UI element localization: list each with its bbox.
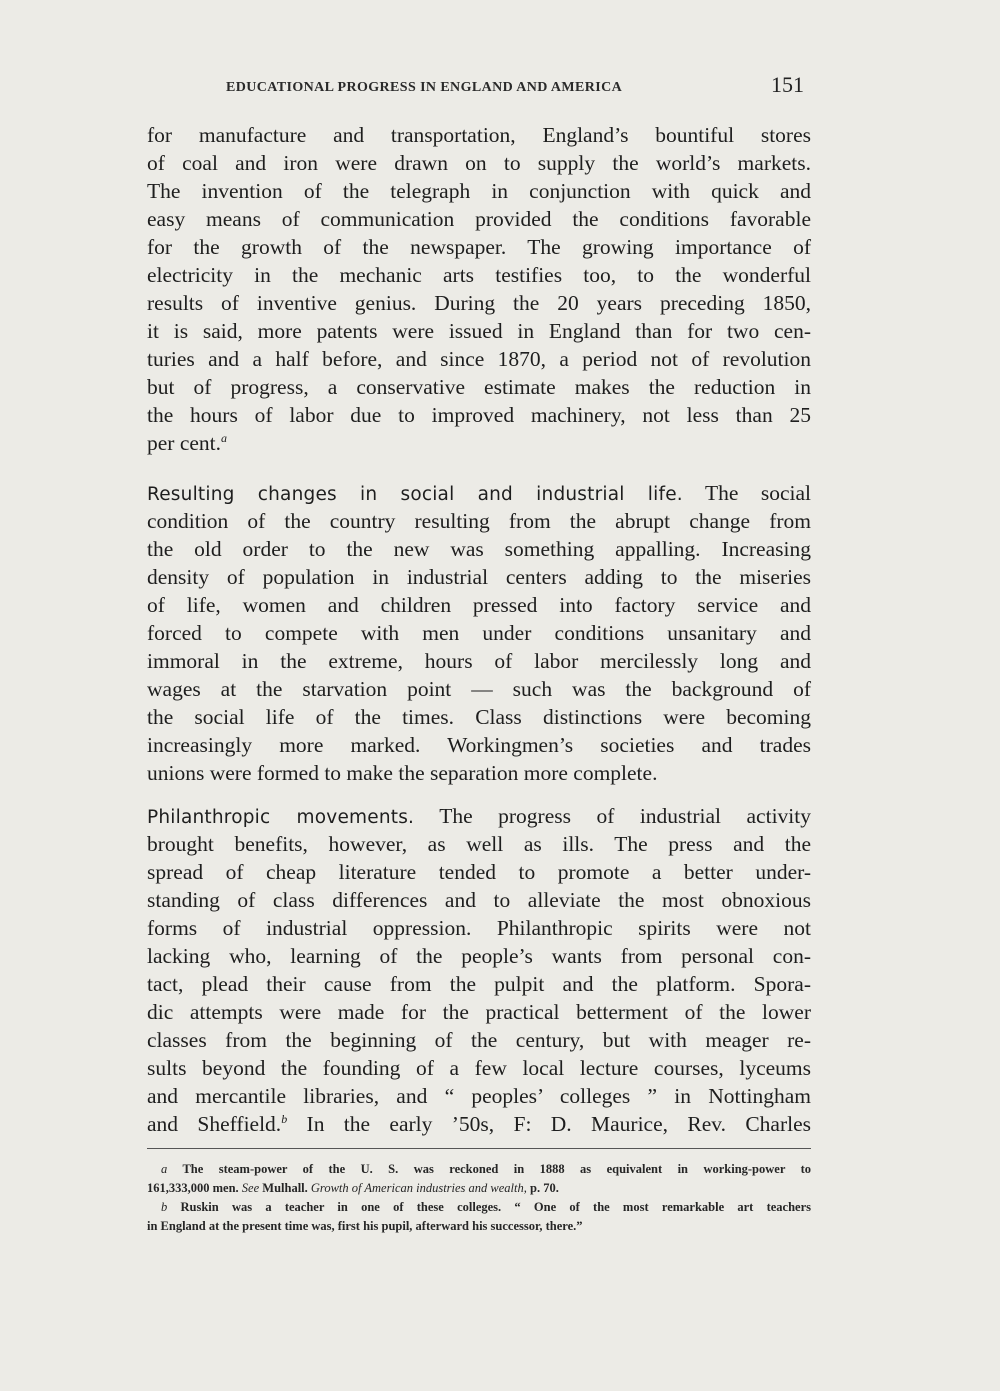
page-number: 151 <box>771 72 804 97</box>
text-line: turies and a half before, and since 1870, a period not of revolution <box>147 347 811 371</box>
text-line: density of population in industrial centers adding to the miseries <box>147 565 811 589</box>
text-line: immoral in the extreme, hours of labor mercilessly long and <box>147 649 811 673</box>
text-line: forms of industrial oppression. Philanthropic spirits were not <box>147 916 811 940</box>
text-line: condition of the country resulting from the abrupt change from <box>147 509 811 533</box>
text-line: the hours of labor due to improved machinery, not less than 25 <box>147 403 811 427</box>
footnote-a-continued <box>147 1180 811 1197</box>
text-line: wages at the starvation point — such was the background of <box>147 677 811 701</box>
footnote-page: p. 70. <box>530 1181 559 1195</box>
footnote-ref-b: b <box>281 1111 288 1126</box>
footnote-text: Ruskin was a teacher in one of these colleges. “ One of the most remarkable art teachers <box>180 1200 812 1214</box>
text-line: standing of class differences and to alleviate the most obnoxious <box>147 888 811 912</box>
text-line <box>147 429 811 457</box>
text-line: easy means of communication provided the conditions favorable <box>147 207 811 231</box>
footnote-a <box>147 1161 811 1178</box>
text-line: the old order to the new was something appalling. Increasing <box>147 537 811 561</box>
footnote-divider <box>147 1148 811 1149</box>
text-line: but of progress, a conservative estimate makes the reduction in <box>147 375 811 399</box>
section-heading: Philanthropic movements. <box>147 807 415 828</box>
running-title: EDUCATIONAL PROGRESS IN ENGLAND AND AMERICA <box>226 80 623 95</box>
text-line: brought benefits, however, as well as ills. The press and the <box>147 832 811 856</box>
text-line: unions were formed to make the separation more complete. <box>147 761 658 785</box>
footnote-see: See <box>241 1181 260 1195</box>
text-fragment: and Sheffield. <box>147 1112 282 1136</box>
text-line: spread of cheap literature tended to promote a better under- <box>147 860 811 884</box>
text-line: results of inventive genius. During the 20 years preceding 1850, <box>147 291 811 315</box>
text-fragment: per cent. <box>147 431 222 455</box>
footnote-work-title: Growth of American industries and wealth, <box>310 1181 527 1195</box>
footnote-mark: a <box>161 1162 168 1176</box>
footnote-b <box>147 1199 811 1216</box>
text-line: and mercantile libraries, and “ peoples’ colleges ” in Nottingham <box>147 1084 811 1108</box>
text-line: of coal and iron were drawn on to supply the world’s markets. <box>147 151 811 175</box>
text-line: dic attempts were made for the practical betterment of the lower <box>147 1000 811 1024</box>
text-line: forced to compete with men under conditions unsanitary and <box>147 621 811 645</box>
text-line: lacking who, learning of the people’s wants from personal con- <box>147 944 811 968</box>
text-line <box>147 479 811 507</box>
text-line: the social life of the times. Class distinctions were becoming <box>147 705 811 729</box>
text-fragment: In the early ’50s, F: D. Maurice, Rev. Charles <box>306 1112 812 1136</box>
text-line: for the growth of the newspaper. The growing importance of <box>147 235 811 259</box>
footnote-mark: b <box>161 1200 168 1214</box>
text-line: The invention of the telegraph in conjunction with quick and <box>147 179 811 203</box>
footnote-author: Mulhall. <box>262 1181 308 1195</box>
text-line: for manufacture and transportation, England’s bountiful stores <box>147 123 811 147</box>
text-line <box>147 802 811 830</box>
text-line: tact, plead their cause from the pulpit and the platform. Spora- <box>147 972 811 996</box>
footnote-b-continued: in England at the present time was, first his pupil, afterward his successor, there.” <box>147 1219 583 1233</box>
text-fragment: The progress of industrial activity <box>439 804 811 828</box>
text-line: electricity in the mechanic arts testifies too, to the wonderful <box>147 263 811 287</box>
text-line: increasingly more marked. Workingmen’s societies and trades <box>147 733 811 757</box>
footnote-text: 161,333,000 men. <box>147 1181 239 1195</box>
text-line <box>147 1110 811 1138</box>
text-line: it is said, more patents were issued in England than for two cen- <box>147 319 811 343</box>
text-line: of life, women and children pressed into factory service and <box>147 593 811 617</box>
section-heading: Resulting changes in social and industrial life. <box>147 484 683 505</box>
footnote-text: The steam-power of the U. S. was reckoned in 1888 as equivalent in working-power to <box>182 1162 811 1176</box>
text-line: classes from the beginning of the century, but with meager re- <box>147 1028 811 1052</box>
footnote-ref-a: a <box>221 430 228 445</box>
text-fragment: The social <box>704 481 811 505</box>
text-line: sults beyond the founding of a few local lecture courses, lyceums <box>147 1056 811 1080</box>
